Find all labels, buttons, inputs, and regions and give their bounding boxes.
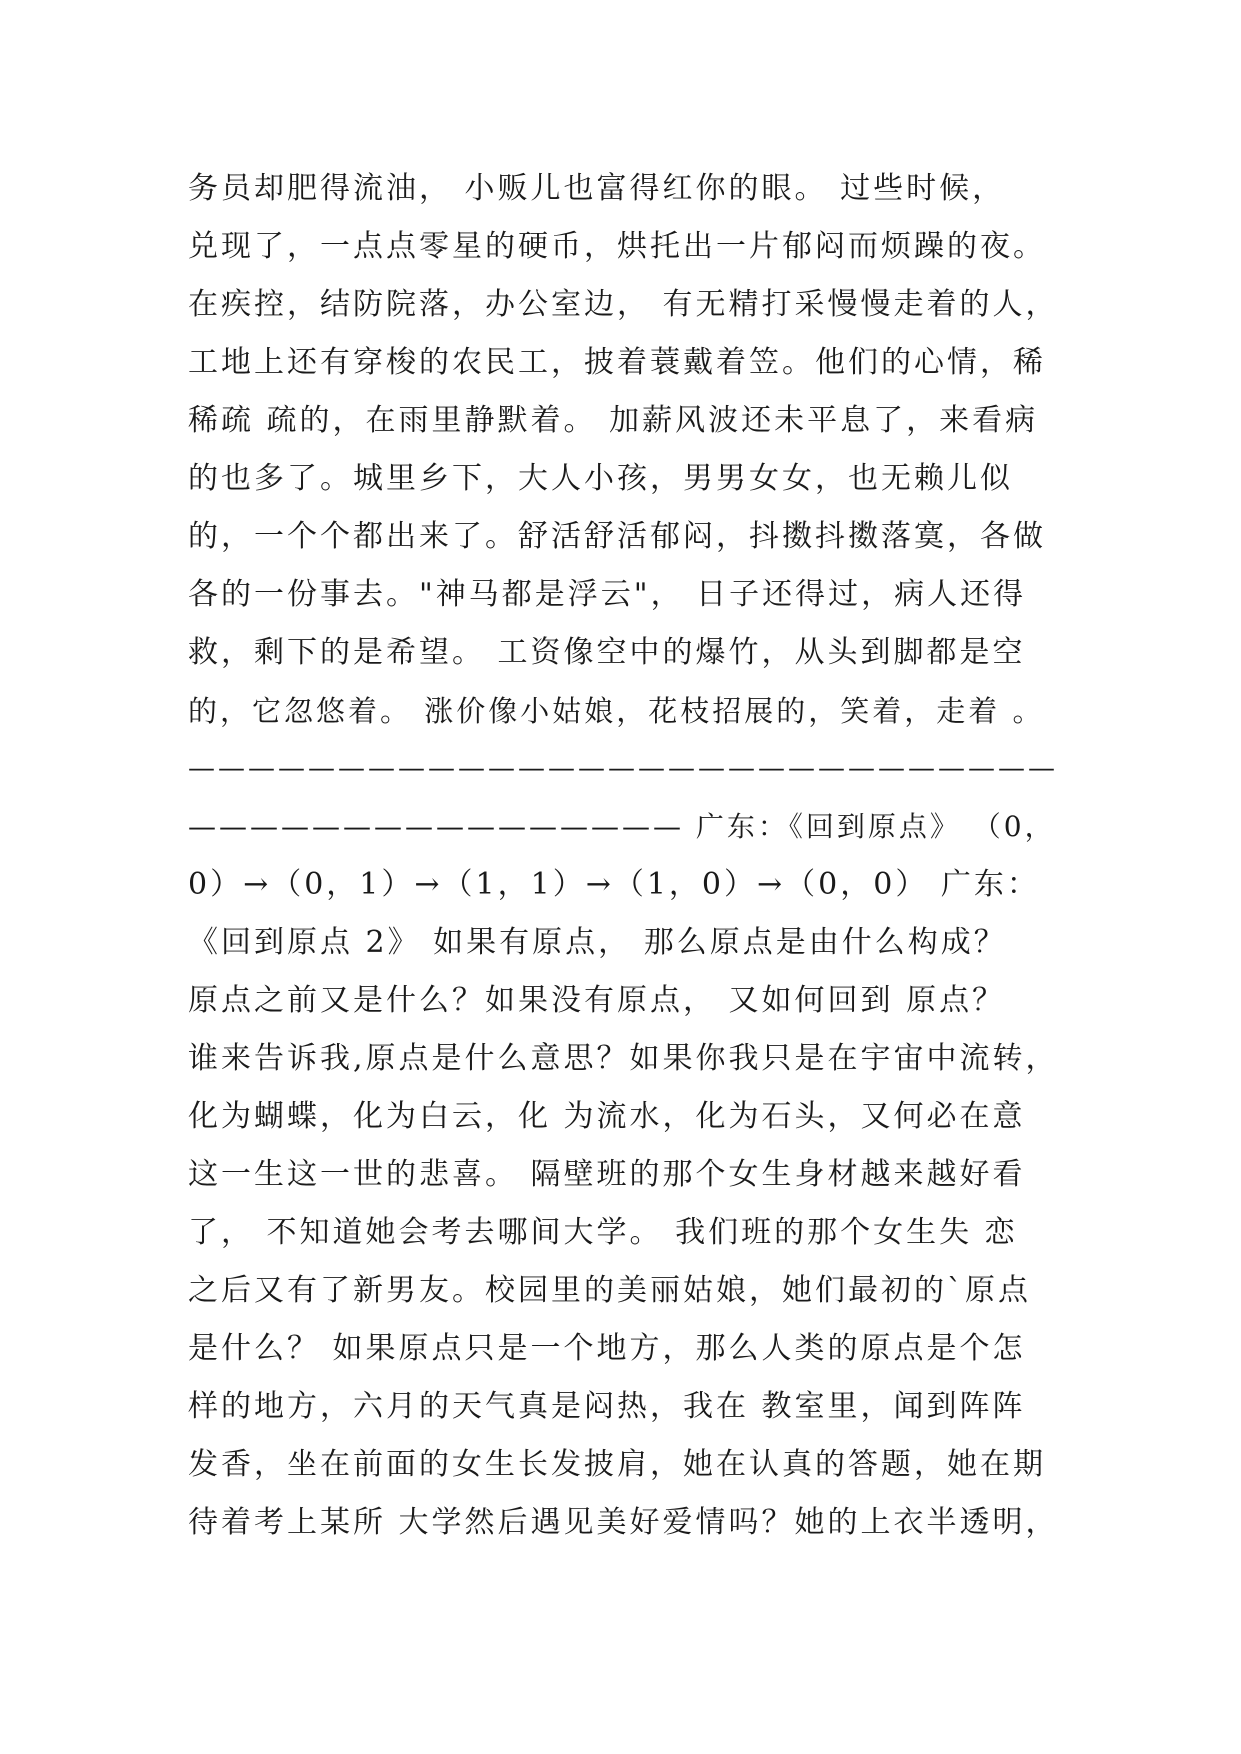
text-line: 这一生这一世的悲喜。 隔壁班的那个女生身材越来越好看: [188, 1157, 1026, 1192]
body-text: [188, 160, 1068, 1552]
text-line: 工地上还有穿梭的农民工，披着蓑戴着笠。他们的心情，稀: [188, 345, 1046, 380]
text-line: 化为蝴蝶，化为白云，化 为流水，化为石头，又何必在意: [188, 1099, 1026, 1134]
text-line: 在疾控，结防院落，办公室边， 有无精打采慢慢走着的人，: [188, 287, 1059, 322]
text-line: 稀疏 疏的，在雨里静默着。 加薪风波还未平息了，来看病: [188, 403, 1039, 438]
text-line: ———————————————— 广东：《回到原点》 （0，: [188, 810, 1056, 843]
text-line: 待着考上某所 大学然后遇见美好爱情吗？她的上衣半透明，: [188, 1505, 1059, 1540]
text-line: 的，它忽悠着。 涨价像小姑娘，花枝招展的，笑着，走着 。: [188, 694, 1045, 728]
text-line: 兑现了，一点点零星的硬币，烘托出一片郁闷而烦躁的夜。: [188, 229, 1046, 264]
text-line: 样的地方，六月的天气真是闷热，我在 教室里，闻到阵阵: [188, 1389, 1026, 1424]
text-line: 各的一份事去。"神马都是浮云"， 日子还得过，病人还得: [188, 577, 1027, 612]
text-line: 了， 不知道她会考去哪间大学。 我们班的那个女生失 恋: [188, 1215, 1018, 1250]
text-line: 之后又有了新男友。校园里的美丽姑娘，她们最初的`原点: [188, 1273, 1031, 1308]
text-line: 的，一个个都出来了。舒活舒活郁闷，抖擞抖擞落寞，各做: [188, 519, 1046, 554]
text-line: 谁来告诉我,原点是什么意思？如果你我只是在宇宙中流转，: [188, 1041, 1059, 1076]
text-line: 是什么？ 如果原点只是一个地方，那么人类的原点是个怎: [188, 1331, 1026, 1366]
text-line: 原点之前又是什么？如果没有原点， 又如何回到 原点？: [188, 983, 1006, 1018]
text-line: 0）→（0，1）→（1，1）→（1，0）→（0，0） 广东：: [188, 867, 1040, 902]
text-line: 的也多了。城里乡下，大人小孩，男男女女，也无赖儿似: [188, 461, 1013, 496]
text-line: 救，剩下的是希望。 工资像空中的爆竹，从头到脚都是空: [188, 635, 1026, 670]
separator-line: —————————————————————————————: [188, 753, 1058, 784]
text-line: 发香，坐在前面的女生长发披肩，她在认真的答题，她在期: [188, 1447, 1046, 1482]
text-line: 《回到原点 2》 如果有原点， 那么原点是由什么构成？: [188, 925, 1007, 960]
text-line: 务员却肥得流油， 小贩儿也富得红你的眼。 过些时候，: [188, 171, 1006, 206]
